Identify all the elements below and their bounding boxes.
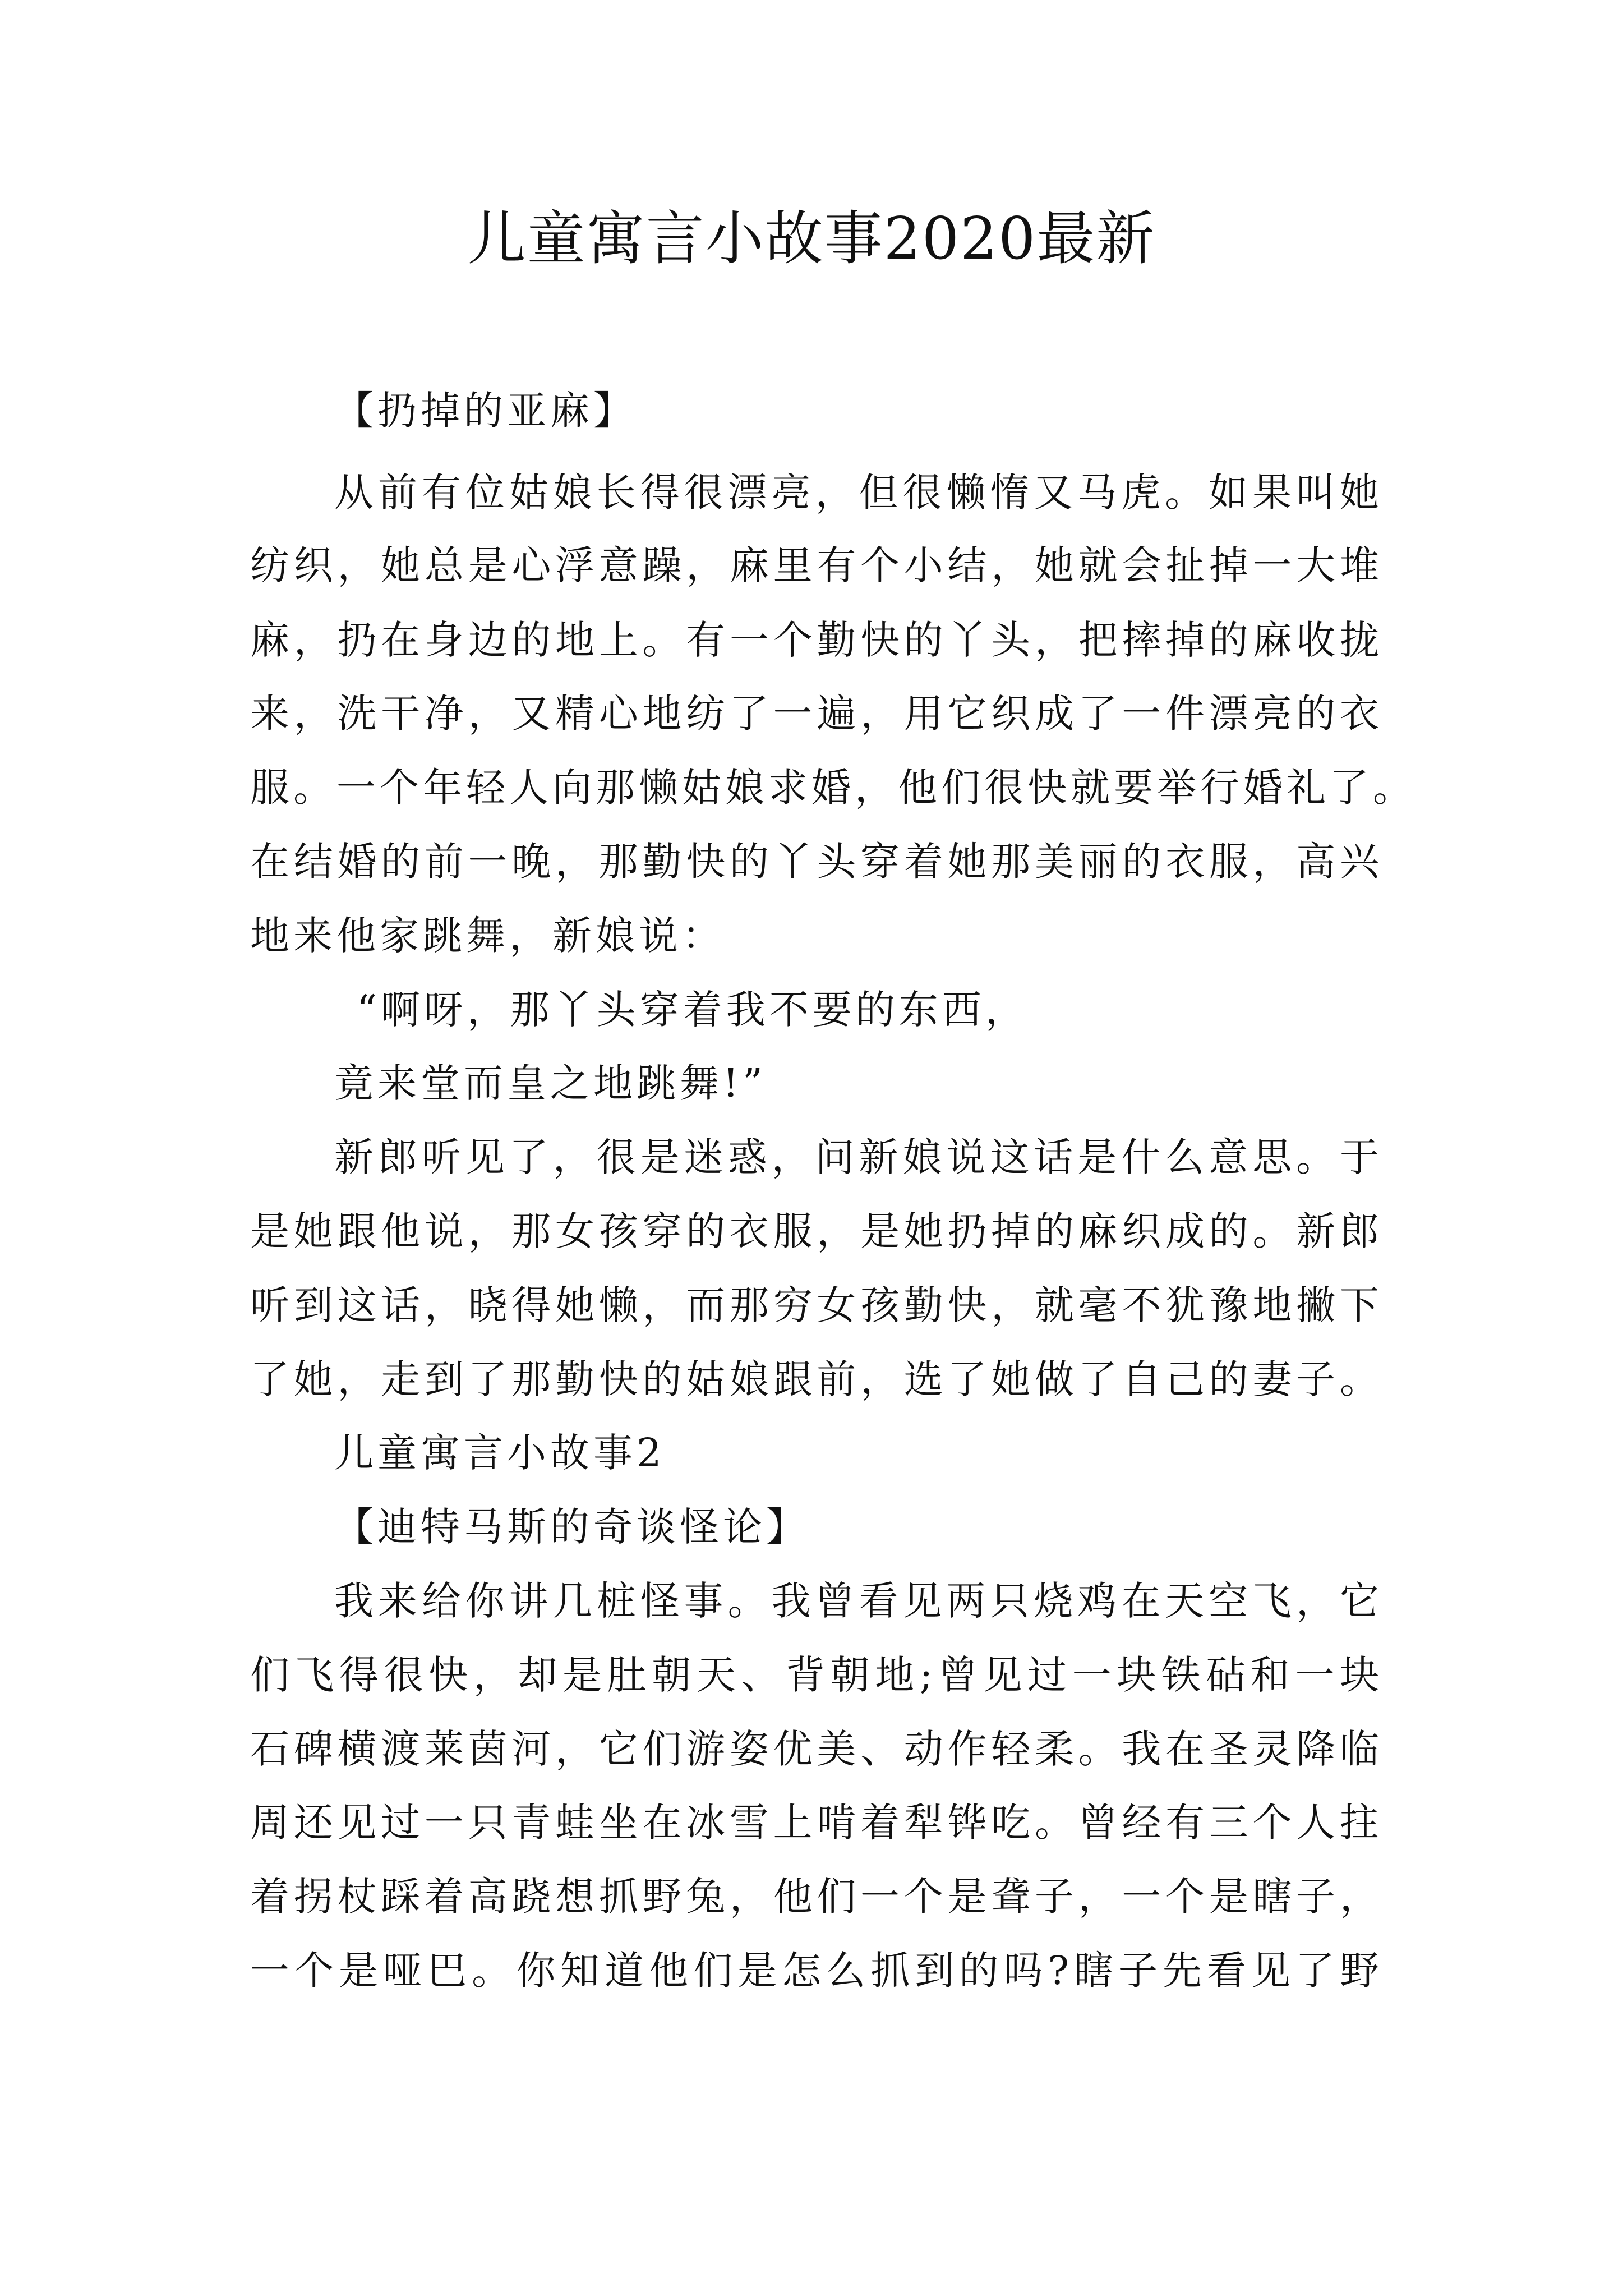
paragraph-line: 了她，走到了那勤快的姑娘跟前，选了她做了自己的妻子。 [250,1356,1383,1402]
paragraph-line: 听到这话，晓得她懒，而那穷女孩勤快，就毫不犹豫地撇下 [250,1282,1383,1328]
paragraph-line: 新郎听见了，很是迷惑，问新娘说这话是什么意思。于 [334,1134,1383,1180]
document-title: 儿童寓言小故事2020最新 [467,204,1156,273]
paragraph-line: 纺织，她总是心浮意躁，麻里有个小结，她就会扯掉一大堆 [250,542,1383,588]
paragraph-line: 从前有位姑娘长得很漂亮，但很懒惰又马虎。如果叫她 [334,470,1383,516]
paragraph-line: 来，洗干净，又精心地纺了一遍，用它织成了一件漂亮的衣 [250,691,1383,737]
section-heading: 【扔掉的亚麻】 [334,388,637,434]
section-heading: 【迪特马斯的奇谈怪论】 [334,1504,809,1550]
paragraph-line: 们飞得很快，却是肚朝天、背朝地;曾见过一块铁砧和一块 [250,1652,1383,1698]
paragraph-line: 服。一个年轻人向那懒姑娘求婚，他们很快就要举行婚礼了。 [250,765,1416,811]
quote-line: “啊呀，那丫头穿着我不要的东西， [357,987,1029,1033]
paragraph-line: 周还见过一只青蛙坐在冰雪上啃着犁铧吃。曾经有三个人拄 [250,1800,1383,1846]
story-title: 儿童寓言小故事2 [334,1430,666,1476]
paragraph-line: 是她跟他说，那女孩穿的衣服，是她扔掉的麻织成的。新郎 [250,1208,1383,1254]
quote-line: 竟来堂而皇之地跳舞!” [334,1060,767,1106]
paragraph-line: 着拐杖踩着高跷想抓野兔，他们一个是聋子，一个是瞎子， [250,1874,1383,1920]
paragraph-line: 一个是哑巴。你知道他们是怎么抓到的吗?瞎子先看见了野 [250,1948,1383,1994]
paragraph-line: 地来他家跳舞，新娘说： [250,913,725,959]
paragraph-line: 在结婚的前一晚，那勤快的丫头穿着她那美丽的衣服，高兴 [250,839,1383,885]
paragraph-line: 石碑横渡莱茵河，它们游姿优美、动作轻柔。我在圣灵降临 [250,1726,1383,1772]
paragraph-line: 我来给你讲几桩怪事。我曾看见两只烧鸡在天空飞，它 [334,1578,1383,1624]
paragraph-line: 麻，扔在身边的地上。有一个勤快的丫头，把摔掉的麻收拢 [250,617,1383,663]
